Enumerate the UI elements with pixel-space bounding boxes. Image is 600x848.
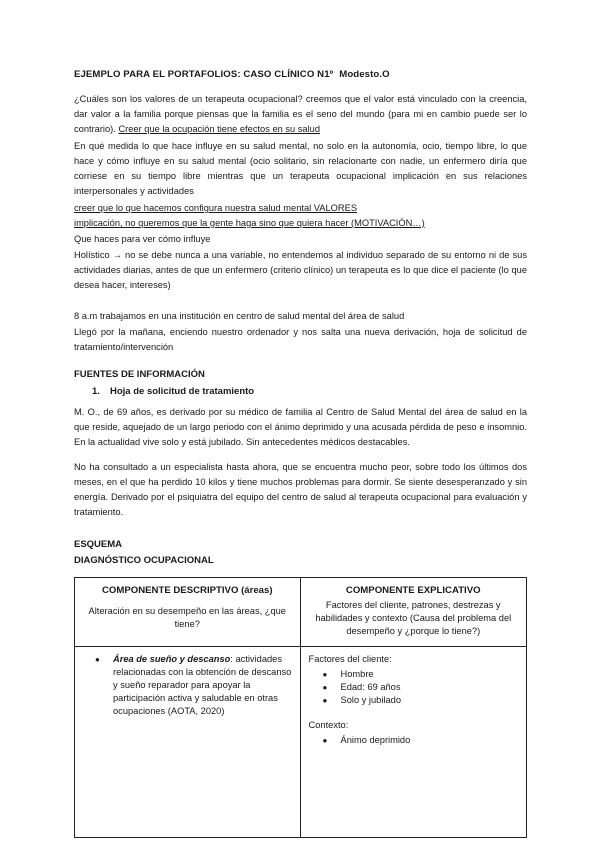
list-item: ● Hombre xyxy=(309,668,518,681)
schema-heading: ESQUEMA xyxy=(74,539,123,550)
referral-paragraph-1: M. O., de 69 años, es derivado por su médico de familia al Centro de Salud Mental del área de salud en la que reside, aquejado de un largo periodo con el ánimo deprimido y una acusada pérdida de peso e insomnio. En la actualidad vive solo y está jubilado. Sin antecedentes médicos destacables. xyxy=(74,407,527,447)
intro-paragraph-2: En qué medida lo que hace influye en su salud mental, no solo en la autonomía, ocio, tiempo libre, lo que hace y cómo influye en su salud mental (ocio solitario, sin relacionarte con nadie, un enfermero diría que corriese en su tiempo libre mientras que un terapeuta ocupacional implicación en sus relaciones interpersonales y actividades xyxy=(74,141,527,196)
document-title xyxy=(74,69,390,80)
item-label: Hoja de solicitud de tratamiento xyxy=(110,386,255,397)
header-cell-descriptive xyxy=(75,578,301,647)
sources-heading: FUENTES DE INFORMACIÓN xyxy=(74,369,205,380)
client-factors-label: Factores del cliente: xyxy=(308,654,392,664)
underlined-values-line: creer que lo que hacemos configura nuestra salud mental VALORES xyxy=(74,203,358,213)
descriptive-header: COMPONENTE DESCRIPTIVO (áreas) xyxy=(101,585,273,596)
context-label: Contexto: xyxy=(308,720,349,730)
descriptive-subheader: Alteración en su desempeño en las áreas, ¿que tiene? xyxy=(88,606,286,629)
table-header-row xyxy=(75,578,527,647)
diagnosis-table xyxy=(74,577,527,838)
underlined-phrase: Creer que la ocupación tiene efectos en su salud xyxy=(118,124,321,134)
context-list xyxy=(309,734,518,747)
intro-paragraph-1: ¿Cuáles son los valores de un terapeuta ocupacional? creemos que el valor está vinculado con la creencia, dar valor a la familia porque piensas que la familia es el seno del mundo (para mi en cambio puede ser lo contrario). Creer que la ocupación tiene efectos en su salud xyxy=(74,94,527,134)
diagnosis-heading: DIAGNÓSTICO OCUPACIONAL xyxy=(74,555,214,566)
client-factors-list xyxy=(309,668,518,707)
holistic-paragraph: Holístico → no se debe nunca a una variable, no entendemos al individuo separado de su entorno ni de sus actividades diarias, antes de que un enfermero (criterio clínico) un terapeuta es lo que dice el paciente (lo que desea hacer, intereses) xyxy=(74,250,527,290)
explicative-header: COMPONENTE EXPLICATIVO xyxy=(345,585,481,596)
list-item: ● Área de sueño y descanso: actividades relacionadas con la obtención de descanso y sueño reparador para apoyar la participación activa y saludable en otras ocupaciones (AOTA, 2020) xyxy=(83,653,292,718)
body-cell-explicative xyxy=(300,647,526,838)
question-line: Que haces para ver cómo influye xyxy=(74,234,211,244)
list-item: ● Solo y jubilado xyxy=(309,694,518,707)
header-cell-explicative xyxy=(300,578,526,647)
list-item: ● Ánimo deprimido xyxy=(309,734,518,747)
title-author: Modesto.O xyxy=(339,69,390,80)
scene-paragraph: Llegó por la mañana, enciendo nuestro ordenador y nos salta una nueva derivación, hoja de solicitud de tratamiento/intervención xyxy=(74,327,527,352)
title-main: EJEMPLO PARA EL PORTAFOLIOS: CASO CLÍNICO N1º xyxy=(74,69,334,80)
body-cell-descriptive xyxy=(75,647,301,838)
underlined-motivation-line: implicación, no queremos que la gente haga sino que quiera hacer (MOTIVACIÓN…) xyxy=(74,218,425,228)
scene-line-1: 8 a.m trabajamos en una institución en centro de salud mental del área de salud xyxy=(74,311,405,321)
referral-paragraph-2: No ha consultado a un especialista hasta ahora, que se encuentra mucho peor, sobre todo los últimos dos meses, en el que ha perdido 10 kilos y tiene muchos problemas para dormir. Se siente desesperanzado y sin energía. Derivado por el psiquiatra del equipo del centro de salud al terapeuta ocupacional para evaluación y tratamiento. xyxy=(74,462,527,517)
list-item: ● Edad: 69 años xyxy=(309,681,518,694)
item-number: 1. xyxy=(92,386,100,397)
sources-item-1 xyxy=(92,386,254,397)
explicative-subheader: Factores del cliente, patrones, destrezas y habilidades y contexto (Causa del problema del desempeño y ¿porque lo tiene?) xyxy=(315,600,512,636)
area-list xyxy=(83,653,292,718)
table-body-row xyxy=(75,647,527,838)
